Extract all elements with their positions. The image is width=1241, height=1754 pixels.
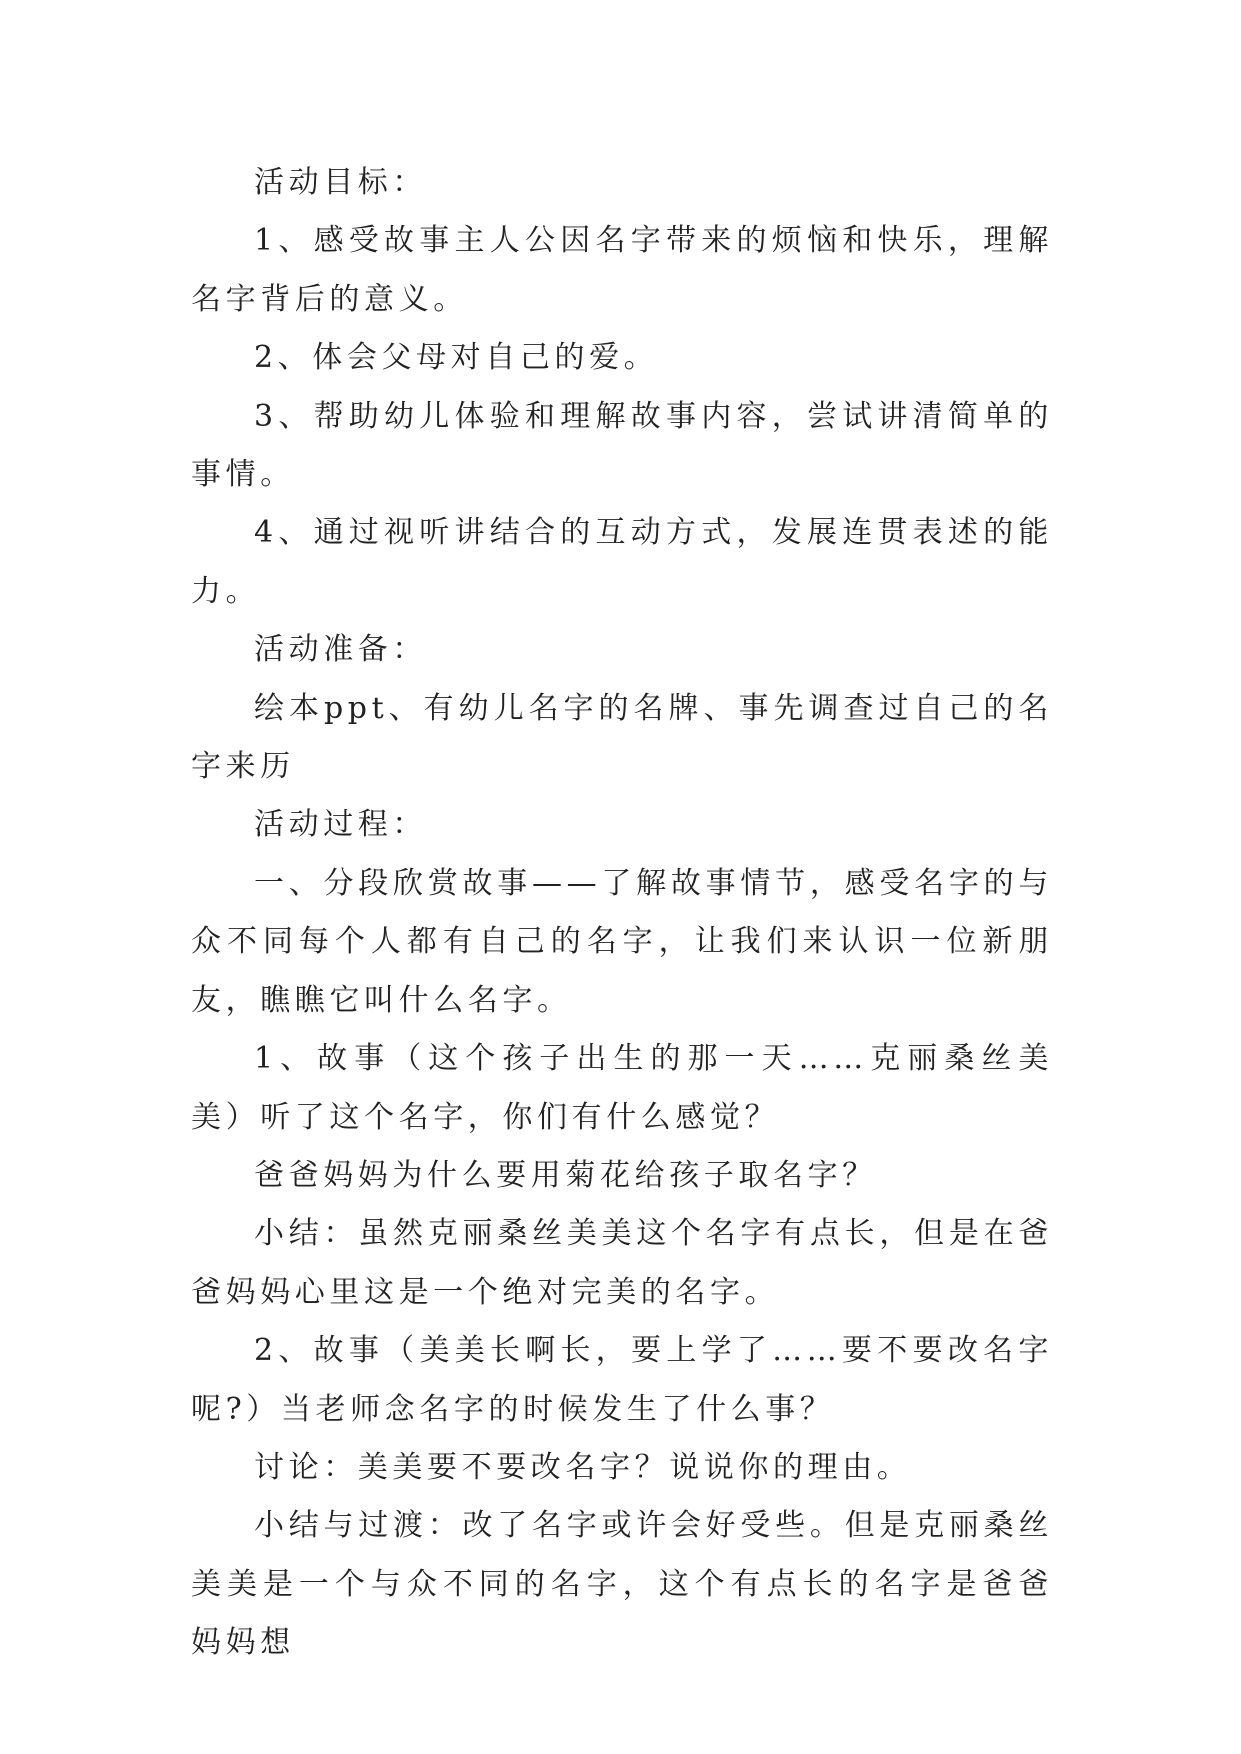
- heading-activity-goals: 活动目标：: [254, 165, 427, 200]
- story-part-1: 1、故事（这个孩子出生的那一天……克丽桑丝美美）听了这个名字，你们有什么感觉？: [191, 1041, 1053, 1135]
- preparation-text: 绘本ppt、有幼儿名字的名牌、事先调查过自己的名字来历: [191, 690, 1053, 785]
- document-body: [191, 154, 1053, 1673]
- heading-activity-preparation: 活动准备：: [254, 632, 427, 668]
- heading-activity-process: 活动过程：: [254, 807, 427, 843]
- goal-item-2: 2、体会父母对自己的爱。: [254, 340, 659, 376]
- summary-transition-paragraph: 小结与过渡：改了名字或许会好受些。但是克丽桑丝美美是一个与众不同的名字，这个有点长的名字是爸爸妈妈想: [191, 1508, 1053, 1661]
- process-step-1: 一、分段欣赏故事——了解故事情节，感受名字的与众不同每个人都有自己的名字，让我们来认识一位新朋友，瞧瞧它叫什么名字。: [191, 865, 1053, 1018]
- goal-item-3: 3、帮助幼儿体验和理解故事内容，尝试讲清简单的事情。: [191, 398, 1053, 493]
- story-part-2: 2、故事（美美长啊长，要上学了……要不要改名字呢?）当老师念名字的时候发生了什么事？: [191, 1333, 1053, 1427]
- summary-paragraph: 小结：虽然克丽桑丝美美这个名字有点长，但是在爸爸妈妈心里这是一个绝对完美的名字。: [191, 1216, 1053, 1310]
- goal-item-4: 4、通过视听讲结合的互动方式，发展连贯表述的能力。: [191, 515, 1053, 609]
- goal-item-1: 1、感受故事主人公因名字带来的烦恼和快乐，理解名字背后的意义。: [191, 223, 1053, 317]
- question-paragraph: 爸爸妈妈为什么要用菊花给孩子取名字？: [254, 1157, 877, 1193]
- discussion-paragraph: 讨论：美美要不要改名字？说说你的理由。: [254, 1449, 912, 1485]
